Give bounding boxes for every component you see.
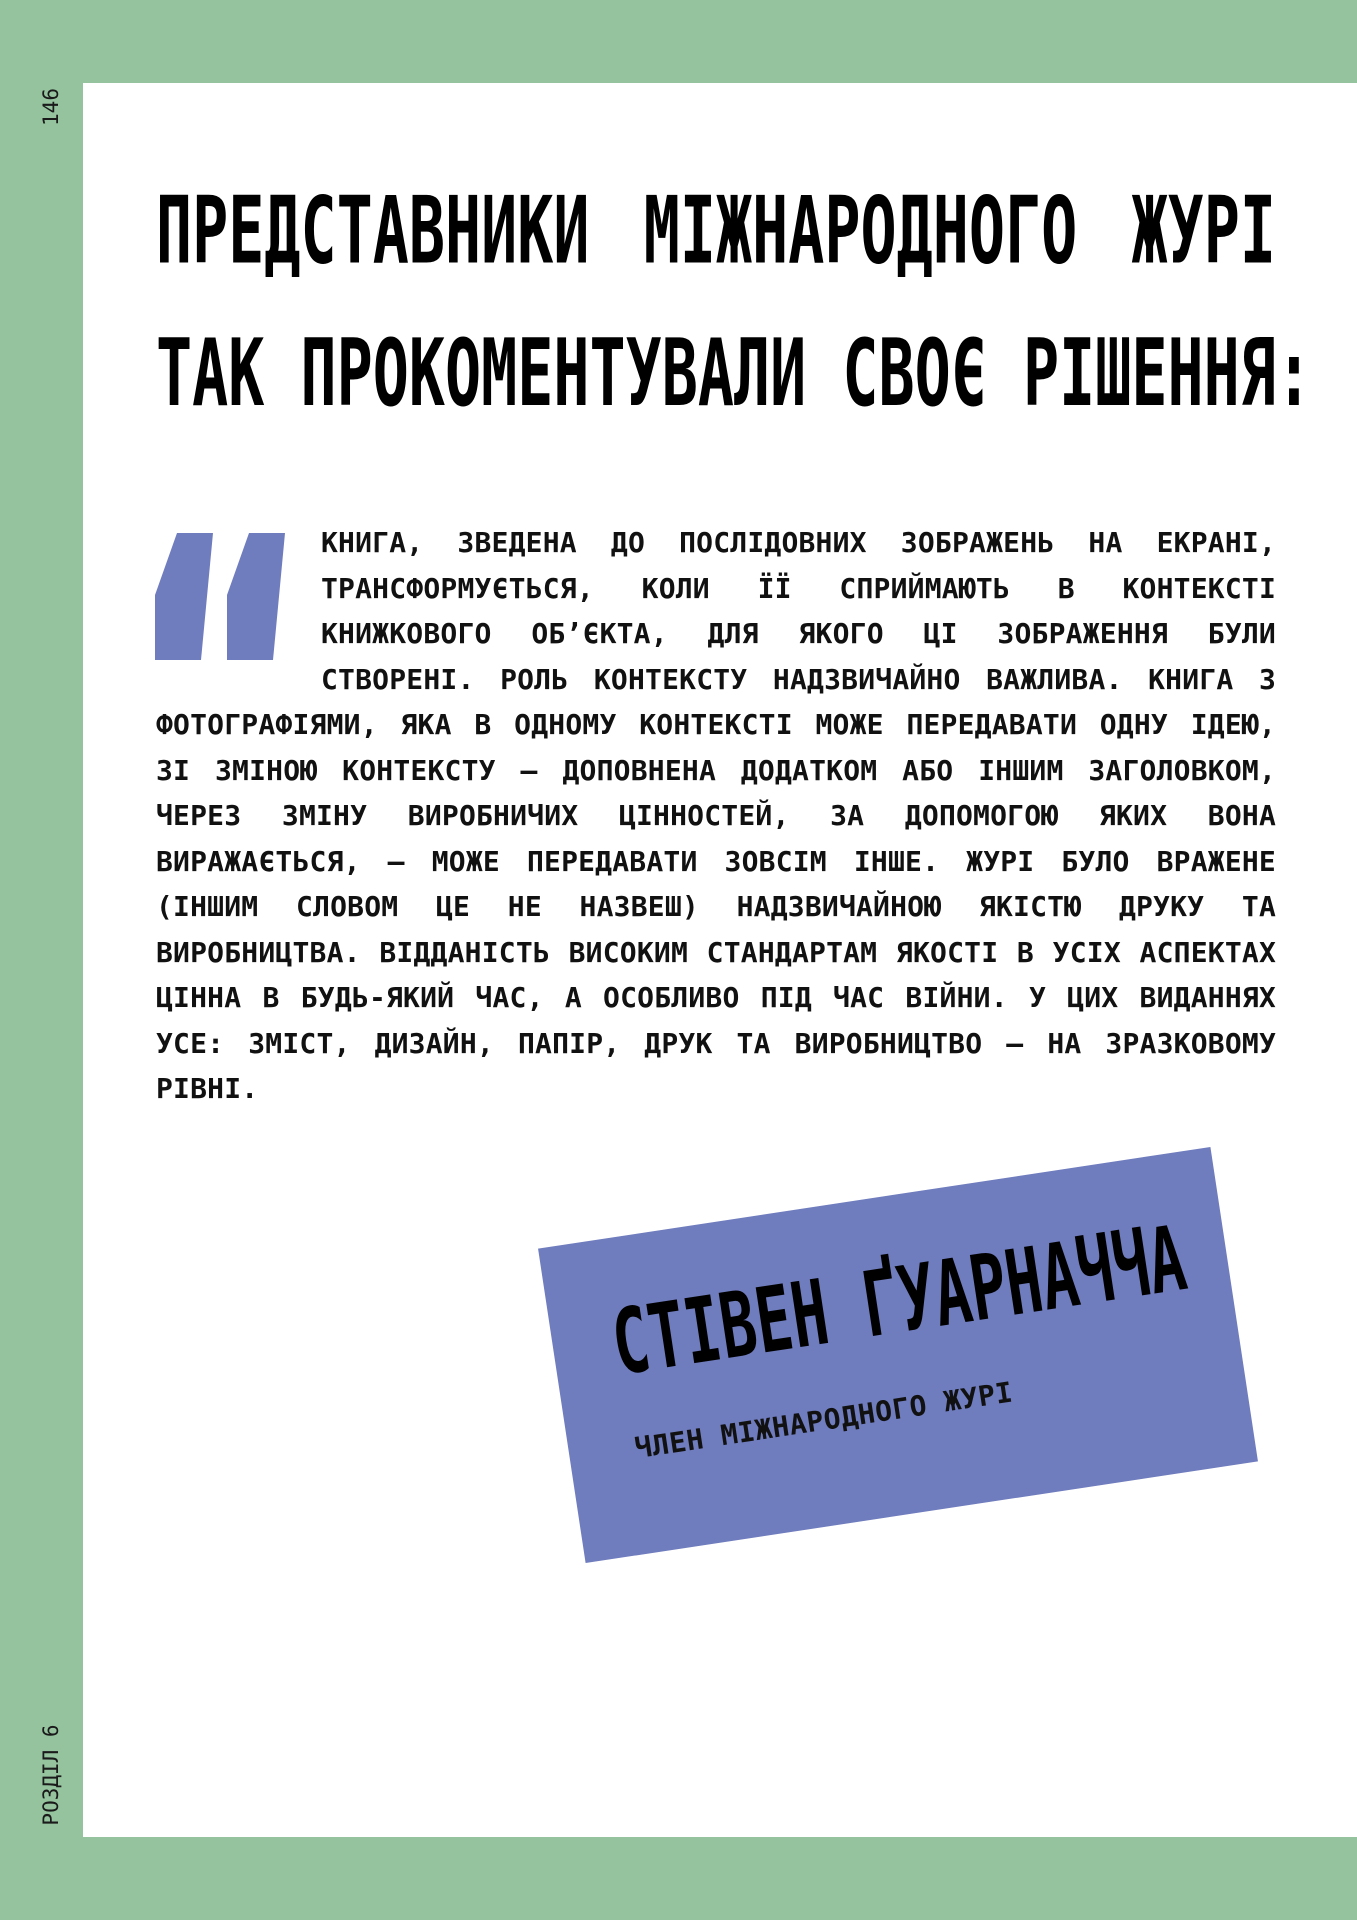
section-label bbox=[38, 1710, 64, 1840]
page-title bbox=[156, 160, 1312, 445]
author-role: ЧЛЕН МІЖНАРОДНОГО ЖУРІ bbox=[632, 1375, 1016, 1466]
page-number-text: 146 bbox=[39, 88, 63, 126]
jury-quote-text: КНИГА, ЗВЕДЕНА ДО ПОСЛІДОВНИХ ЗОБРАЖЕНЬ НА ЕКРАНІ, ТРАНСФОРМУЄТЬСЯ, КОЛИ ЇЇ СПРИЙМАЮТЬ В КОНТЕКСТІ КНИЖКОВОГО ОБ’ЄКТА, ДЛЯ ЯКОГО ЦІ ЗОБРАЖЕННЯ БУЛИ СТВОРЕНІ. РОЛЬ КОНТЕКСТУ НАДЗВИЧАЙНО ВАЖЛИВА. КНИГА З ФОТОГРАФІЯМИ, ЯКА В ОДНОМУ КОНТЕКСТІ МОЖЕ ПЕРЕДАВАТИ ОДНУ ІДЕЮ, ЗІ ЗМІНОЮ КОНТЕКСТУ — ДОПОВНЕНА ДОДАТКОМ АБО ІНШИМ ЗАГОЛОВКОМ, ЧЕРЕЗ ЗМІНУ ВИРОБНИЧИХ ЦІННОСТЕЙ, ЗА ДОПОМОГОЮ ЯКИХ ВОНА ВИРАЖАЄТЬСЯ, — МОЖЕ ПЕРЕДАВАТИ ЗОВСІМ ІНШЕ. ЖУРІ БУЛО ВРАЖЕНЕ (ІНШИМ СЛОВОМ ЦЕ НЕ НАЗВЕШ) НАДЗВИЧАЙНОЮ ЯКІСТЮ ДРУКУ ТА ВИРОБНИЦТВА. ВІДДАНІСТЬ ВИСОКИМ СТАНДАРТАМ ЯКОСТІ В УСІХ АСПЕКТАХ ЦІННА В БУДЬ-ЯКИЙ ЧАС, А ОСОБЛИВО ПІД ЧАС ВІЙНИ. У ЦИХ ВИДАННЯХ УСЕ: ЗМІСТ, ДИЗАЙН, ПАПІР, ДРУК ТА ВИРОБНИЦТВО — НА ЗРАЗКОВОМУ РІВНІ. bbox=[156, 526, 1276, 1105]
author-name: СТІВЕН ҐУАРНАЧЧА bbox=[605, 1206, 1193, 1397]
jury-quote bbox=[156, 520, 1276, 1112]
page-title-line-1: ПРЕДСТАВНИКИ МІЖНАРОДНОГО ЖУРІ bbox=[156, 177, 1276, 286]
page-number bbox=[38, 82, 64, 132]
page-title-line-2: ТАК ПРОКОМЕНТУВАЛИ СВОЄ РІШЕННЯ: bbox=[156, 319, 1312, 429]
quote-indent bbox=[156, 520, 321, 702]
section-label-text: РОЗДІЛ 6 bbox=[39, 1724, 63, 1826]
